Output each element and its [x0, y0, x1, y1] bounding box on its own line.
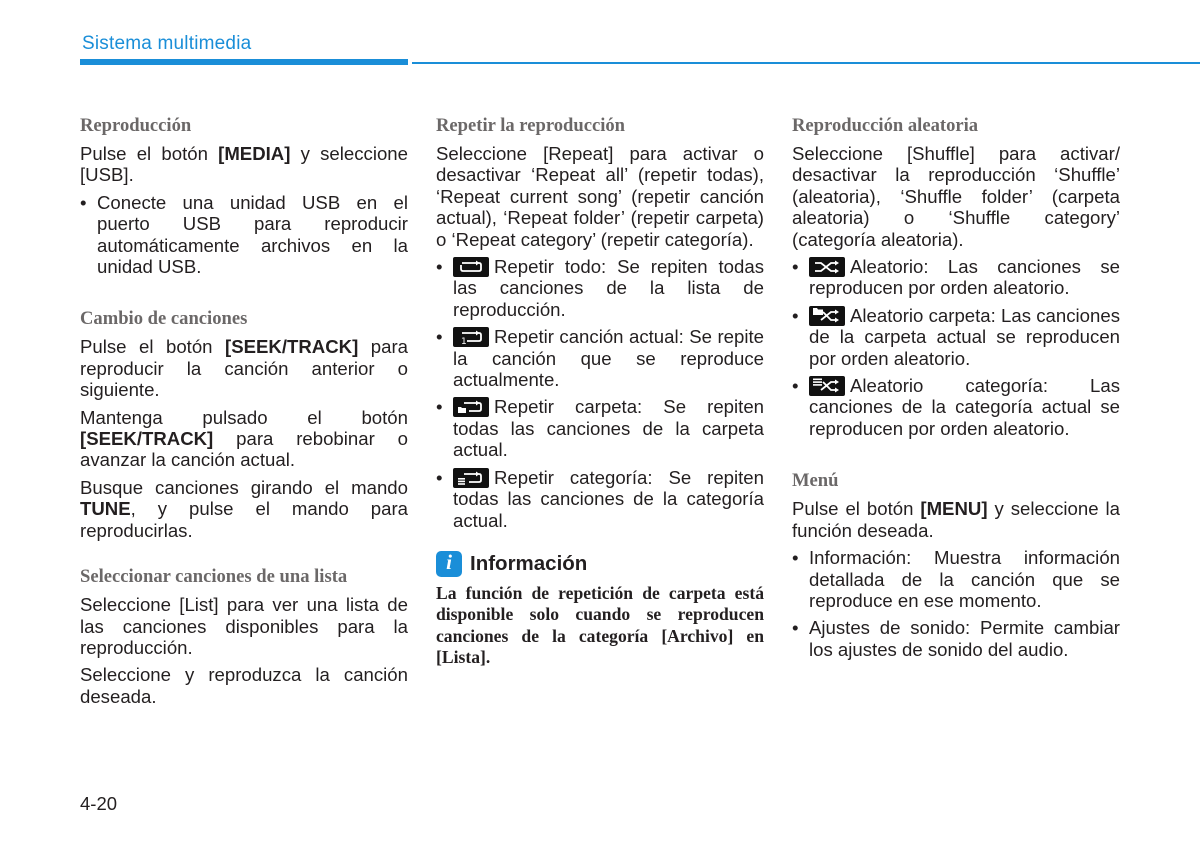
info-body: La función de repetición de carpeta está disponible solo cuando se reproducen canciones de la categoría [Archivo] en [Lista].	[436, 582, 764, 668]
bullet-mark: •	[792, 617, 799, 639]
bullet-mark: •	[436, 396, 443, 418]
menu-button-label: [MENU]	[920, 498, 988, 520]
usb-bullet-list	[80, 192, 408, 278]
list-item	[792, 547, 1120, 611]
header-rule-thick	[80, 59, 408, 65]
section-title-aleatoria: Reproducción aleatoria	[792, 115, 979, 136]
list-item	[80, 192, 408, 278]
list-item-text: Repetir todo: Se repiten todas las canciones de la lista de reproducción.	[453, 256, 764, 320]
section-title-menu: Menú	[792, 470, 839, 492]
text-run: Busque canciones girando el mando	[80, 476, 408, 498]
repeat-folder-icon	[453, 397, 489, 417]
bullet-mark: •	[436, 256, 443, 278]
shuffle-category-icon	[809, 376, 845, 396]
section-title-reproduccion: Reproducción	[80, 115, 192, 136]
bullet-mark: •	[792, 547, 799, 569]
bullet-mark: •	[80, 191, 87, 213]
text-run: Pulse el botón	[80, 143, 219, 164]
paragraph-seek-track	[80, 336, 408, 400]
paragraph-shuffle-intro: Seleccione [Shuffle] para activar/ desactivar la reproducción ‘Shuffle’ (aleatoria), ‘Shuffle folder’ (carpeta aleatoria) o ‘Shuffle category’ (categoría aleatoria).	[792, 143, 1120, 250]
text-run: , y pulse el mando para reproducirlas.	[80, 498, 408, 541]
text-run: y seleccione [USB].	[80, 143, 408, 186]
list-item	[792, 305, 1120, 369]
info-icon	[436, 551, 462, 577]
bullet-mark: •	[436, 326, 443, 348]
list-item-text: Conecte una unidad USB en el puerto USB para reproducir automáticamente archivos en la unidad USB.	[97, 191, 408, 278]
info-title: Información	[470, 552, 588, 576]
paragraph-list: Seleccione [List] para ver una lista de las canciones disponibles para la reproducción.	[80, 594, 408, 658]
running-header-title: Sistema multimedia	[82, 33, 252, 54]
bullet-mark: •	[792, 304, 799, 326]
menu-bullet-list	[792, 547, 1120, 660]
list-item	[792, 617, 1120, 660]
info-icon-letter: i	[446, 549, 452, 574]
list-item-text: Repetir canción actual: Se repite la canción que se reproduce actualmente.	[453, 326, 764, 391]
section-title-repetir: Repetir la reproducción	[436, 115, 626, 136]
shuffle-folder-icon	[809, 306, 845, 326]
bullet-mark: •	[792, 375, 799, 397]
list-item-text: Aleatorio categoría: Las canciones de la categoría actual se reproducen por orden aleatorio.	[809, 375, 1120, 439]
list-item-text: Repetir carpeta: Se repiten todas las canciones de la carpeta actual.	[453, 396, 764, 461]
text-run: para reproducir la canción anterior o siguiente.	[80, 336, 408, 401]
repeat-all-icon	[453, 257, 489, 277]
list-item	[436, 467, 764, 531]
section-title-lista: Seleccionar canciones de una lista	[80, 566, 348, 588]
shuffle-icon	[809, 257, 845, 277]
media-button-label: [MEDIA]	[218, 143, 291, 164]
list-item	[436, 256, 764, 320]
list-item-text: Ajustes de sonido: Permite cambiar los ajustes de sonido del audio.	[809, 617, 1120, 660]
page-number: 4-20	[80, 793, 118, 814]
text-run: Mantenga pulsado el botón	[80, 406, 408, 428]
repeat-one-icon	[453, 327, 489, 347]
paragraph-repeat-intro: Seleccione [Repeat] para activar o desactivar ‘Repeat all’ (repetir todas), ‘Repeat current song’ (repetir canción actual), ‘Repeat folder’ (repetir carpeta) o ‘Repeat category’ (repetir categoría).	[436, 143, 764, 250]
bullet-mark: •	[792, 256, 799, 278]
column-left	[80, 114, 408, 707]
info-box-header	[436, 551, 764, 577]
column-right	[792, 114, 1120, 660]
list-item-text: Aleatorio: Las canciones se reproducen por orden aleatorio.	[809, 256, 1120, 299]
header-rule-thin	[412, 62, 1200, 64]
bullet-mark: •	[436, 466, 443, 488]
list-item	[792, 256, 1120, 299]
text-run: Pulse el botón	[80, 336, 226, 358]
tune-label: TUNE	[80, 498, 131, 520]
seek-track-label: [SEEK/TRACK]	[225, 336, 359, 358]
list-item	[792, 375, 1120, 439]
text-run: y seleccione la función deseada.	[792, 498, 1120, 541]
paragraph-tune	[80, 477, 408, 541]
paragraph-media	[80, 143, 408, 186]
section-title-cambio-canciones: Cambio de canciones	[80, 308, 248, 330]
list-item-text: Repetir categoría: Se repiten todas las canciones de la categoría actual.	[453, 466, 764, 531]
text-run: Pulse el botón	[792, 498, 921, 520]
paragraph-menu	[792, 498, 1120, 541]
shuffle-bullet-list	[792, 256, 1120, 439]
list-item	[436, 396, 764, 460]
seek-track-label: [SEEK/TRACK]	[80, 428, 214, 450]
repeat-category-icon	[453, 468, 489, 488]
text-run: para rebobinar o avanzar la canción actual.	[80, 428, 408, 471]
list-item-text: Aleatorio carpeta: Las canciones de la carpeta actual se reproducen por orden aleatorio.	[809, 304, 1120, 369]
list-item	[436, 326, 764, 390]
paragraph-select-song: Seleccione y reproduzca la canción deseada.	[80, 664, 408, 707]
svg-text:1: 1	[461, 337, 467, 348]
paragraph-seek-track-hold	[80, 407, 408, 471]
list-item-text: Información: Muestra información detallada de la canción que se reproduce en ese momento.	[809, 547, 1120, 611]
column-middle	[436, 114, 764, 669]
repeat-bullet-list	[436, 256, 764, 531]
